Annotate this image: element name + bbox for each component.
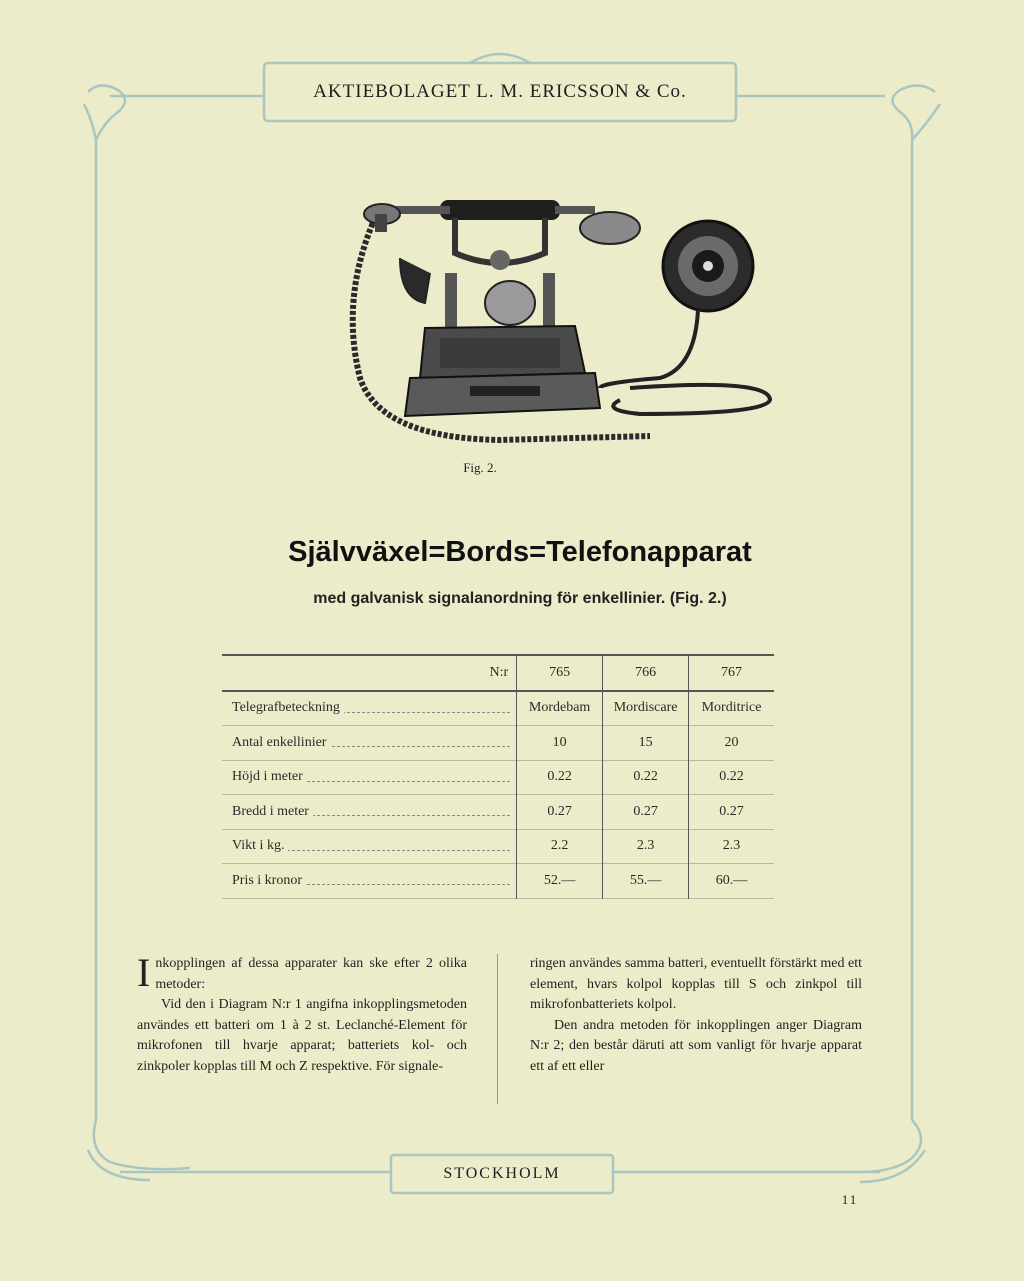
- row-label: Telegrafbeteckning: [222, 691, 517, 726]
- body-column-left: [137, 950, 467, 1078]
- table-cell: 0.27: [689, 795, 774, 830]
- table-header-row: [222, 655, 774, 691]
- model-number: 767: [689, 655, 774, 691]
- table-cell: 0.27: [517, 795, 603, 830]
- spec-table: [222, 654, 774, 899]
- header-title: AKTIEBOLAGET L. M. ERICSSON & Co.: [313, 81, 687, 102]
- paragraph: ringen användes samma batteri, eventuellt förstärkt med ett element, hvars kolpol kopplas till S och zinkpol till mikrofonbatteriets kolpol.: [530, 956, 862, 1013]
- table-cell: 60.—: [689, 864, 774, 899]
- table-cell: 10: [517, 726, 603, 761]
- page-number: 11: [841, 1192, 859, 1207]
- row-label: Antal enkellinier: [222, 726, 517, 761]
- table-cell: 0.22: [603, 760, 689, 795]
- telephone-illustration: [300, 178, 780, 450]
- table-cell: Morditrice: [689, 691, 774, 726]
- table-cell: 20: [689, 726, 774, 761]
- model-number: 766: [603, 655, 689, 691]
- body-column-right: [530, 954, 862, 1078]
- table-row: [222, 864, 774, 899]
- row-label: Pris i kronor: [222, 864, 517, 899]
- table-cell: 15: [603, 726, 689, 761]
- page-title: Självväxel=Bords=Telefonapparat: [288, 536, 752, 568]
- table-cell: Mordebam: [517, 691, 603, 726]
- footer-place: STOCKHOLM: [443, 1165, 561, 1182]
- drop-cap: I: [137, 950, 151, 995]
- table-cell: Mordiscare: [603, 691, 689, 726]
- paragraph: Den andra metoden för inkopplingen anger Diagram N:r 2; den består däruti att som vanligt för hvarje apparat ett af ett eller: [530, 1017, 862, 1074]
- table-cell: 2.3: [689, 829, 774, 864]
- table-row: [222, 795, 774, 830]
- row-label: Höjd i meter: [222, 760, 517, 795]
- table-cell: 0.27: [603, 795, 689, 830]
- table-row: [222, 726, 774, 761]
- table-cell: 52.—: [517, 864, 603, 899]
- table-cell: 0.22: [689, 760, 774, 795]
- table-row: [222, 829, 774, 864]
- column-divider: [497, 954, 498, 1104]
- table-cell: 0.22: [517, 760, 603, 795]
- paragraph: nkopplingen af dessa apparater kan ske efter 2 olika metoder:: [155, 956, 467, 992]
- header-label: N:r: [222, 655, 517, 691]
- row-label: Vikt i kg.: [222, 829, 517, 864]
- model-number: 765: [517, 655, 603, 691]
- table-cell: 2.2: [517, 829, 603, 864]
- row-label: Bredd i meter: [222, 795, 517, 830]
- table-row: [222, 691, 774, 726]
- table-cell: 2.3: [603, 829, 689, 864]
- table-cell: 55.—: [603, 864, 689, 899]
- table-row: [222, 760, 774, 795]
- figure-caption: Fig. 2.: [463, 460, 497, 475]
- paragraph: Vid den i Diagram N:r 1 angifna inkopplingsmetoden användes ett batteri om 1 à 2 st. Leclanché-Element för mikrofonen till hvarje apparat; batteriets kol- och zinkpoler kopplas till M och Z respektive. För signale-: [137, 997, 467, 1074]
- page-subtitle: med galvanisk signalanordning för enkellinier. (Fig. 2.): [313, 590, 727, 607]
